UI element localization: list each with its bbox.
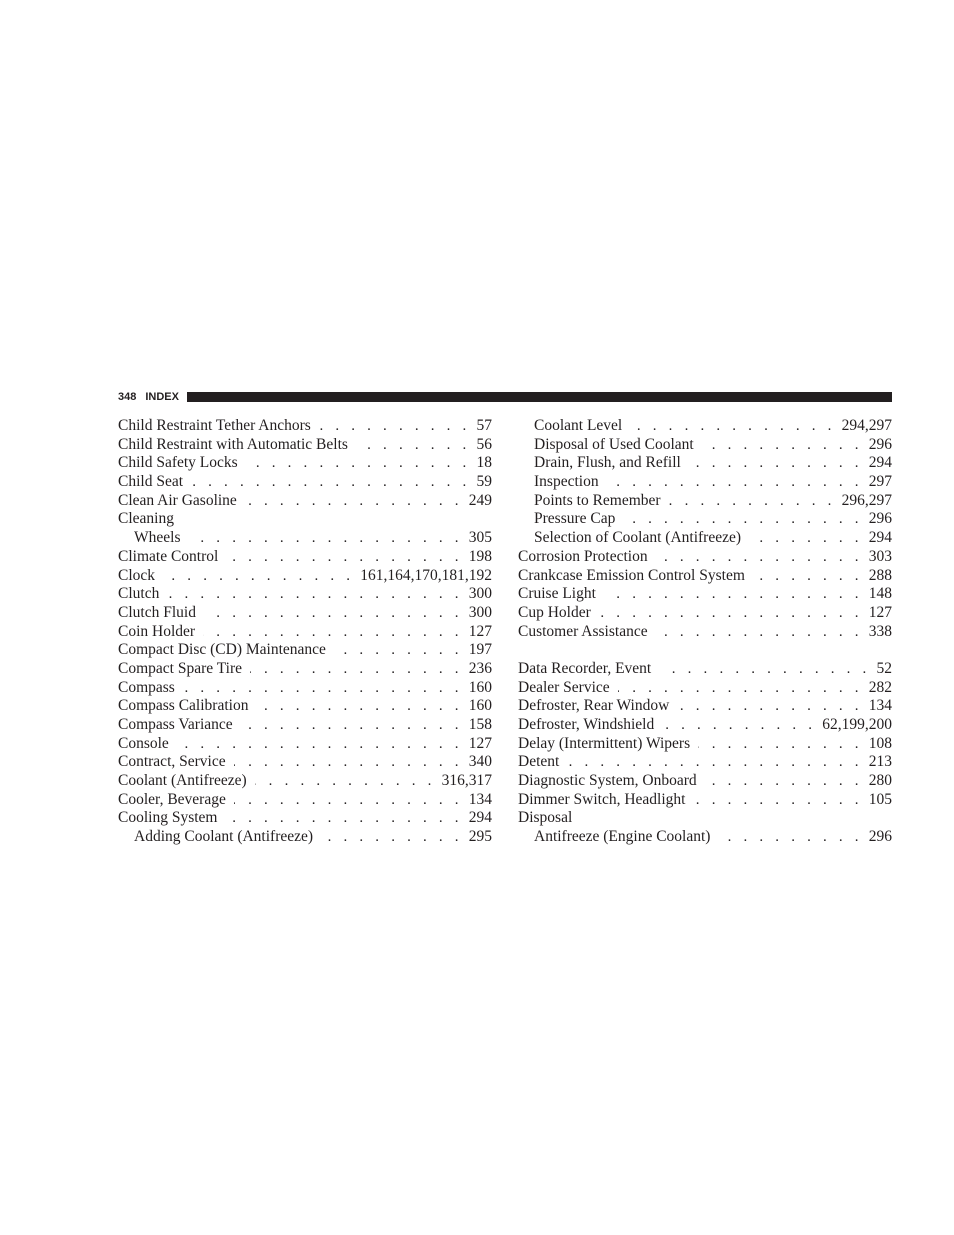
dot-leader [356,436,471,455]
index-term: Contract, Service [118,753,226,771]
index-term: Antifreeze (Engine Coolant) [534,828,711,846]
page-number: 348 [118,391,137,403]
dot-leader [567,753,862,772]
index-entry [118,604,492,623]
dot-leader [623,510,862,529]
page-reference: 108 [868,734,892,752]
page-reference: 161,164,170,181,192 [360,566,492,584]
index-entry [518,716,892,735]
page-reference: 160 [468,678,492,696]
index-entry [118,623,492,642]
index-term: Adding Coolant (Antifreeze) [134,828,314,846]
header-rule [187,392,892,402]
dot-leader [183,679,463,698]
dot-leader [177,735,463,754]
dot-leader [321,828,463,847]
page-reference: 340 [468,753,492,771]
dot-leader [749,529,863,548]
page-reference: 294,297 [841,417,892,434]
page-reference: 296 [868,828,892,846]
page-reference: 294 [468,809,492,827]
page-reference: 127 [468,734,492,752]
page-reference: 127 [468,622,492,640]
index-term: Disposal of Used Coolant [534,435,694,453]
page-reference: 52 [876,659,892,677]
index-term: Coolant Level [534,417,623,434]
index-entry [118,735,492,754]
dot-leader [689,454,863,473]
index-term: Delay (Intermittent) Wipers [518,734,691,752]
index-entry [118,436,492,455]
dot-leader [255,772,436,791]
dot-leader [656,623,863,642]
index-term: Defroster, Rear Window [518,697,670,715]
index-term: Coolant (Antifreeze) [118,772,247,790]
index-term: Child Restraint Tether Anchors [118,417,311,434]
section-title: INDEX [145,391,179,403]
dot-leader [693,791,862,810]
page-reference: 297 [868,473,892,491]
index-subentry [518,417,892,436]
index-entry [118,772,492,791]
index-entry [518,753,892,772]
index-term: Climate Control [118,547,219,565]
index-term: Compact Spare Tire [118,659,242,677]
page-reference: 296,297 [841,491,892,509]
index-subentry [118,828,492,847]
index-term: Points to Remember [534,491,661,509]
index-entry [518,735,892,754]
index-term: Detent [518,753,560,771]
index-term: Cleaning [118,510,174,528]
index-term: Pressure Cap [534,510,616,528]
index-entry [118,697,492,716]
index-entry [118,679,492,698]
page-reference: 294 [868,454,892,472]
page-reference: 280 [868,772,892,790]
index-subentry [518,492,892,511]
index-entry [118,641,492,660]
dot-leader [234,791,463,810]
index-entry [118,753,492,772]
dot-leader [241,716,463,735]
page-reference: 59 [476,473,492,491]
dot-leader [250,660,463,679]
index-term: Compass [118,678,175,696]
index-spacer [518,641,892,660]
page-reference: 303 [868,547,892,565]
index-term: Disposal [518,809,573,827]
index-term: Wheels [134,529,181,547]
page-reference: 158 [468,716,492,733]
dot-leader [677,697,862,716]
index-entry [518,567,892,586]
index-subentry [518,454,892,473]
index-term: Child Safety Locks [118,454,238,472]
index-term: Cruise Light [518,585,596,603]
index-subentry [518,529,892,548]
index-subentry [518,510,892,529]
index-term: Dealer Service [518,678,610,696]
index-entry [118,809,492,828]
index-entry [518,623,892,642]
index-entry [118,417,492,436]
page-reference: 18 [476,454,492,472]
dot-leader [203,623,463,642]
dot-leader [188,529,462,548]
page-reference: 57 [476,417,492,434]
dot-leader [234,753,463,772]
index-entry [518,548,892,567]
dot-leader [702,436,863,455]
index-entry [118,492,492,511]
index-term: Compass Variance [118,716,233,733]
index-term: Compact Disc (CD) Maintenance [118,641,326,659]
index-term: Child Restraint with Automatic Belts [118,435,348,453]
index-column-left [118,417,492,847]
dot-leader [204,604,463,623]
index-entry [518,772,892,791]
index-entry [118,510,492,529]
index-entry [118,660,492,679]
index-term: Corrosion Protection [518,547,648,565]
dot-leader [163,567,354,586]
page-reference: 127 [868,603,892,621]
index-term: Console [118,734,169,752]
dot-leader [604,585,863,604]
index-entry [518,791,892,810]
index-term: Dimmer Switch, Headlight [518,790,686,808]
page-reference: 296 [868,510,892,528]
index-term: Inspection [534,473,599,491]
dot-leader [246,454,471,473]
index-entry [518,679,892,698]
dot-leader [256,697,462,716]
page-reference: 148 [868,585,892,603]
index-entry [118,473,492,492]
dot-leader [753,567,863,586]
page-reference: 296 [868,435,892,453]
dot-leader [599,604,863,623]
page-reference: 213 [868,753,892,771]
index-entry [118,548,492,567]
dot-leader [705,772,863,791]
page-reference: 62,199,200 [822,716,892,733]
index-term: Data Recorder, Event [518,659,652,677]
index-subentry [518,436,892,455]
page-reference: 282 [868,678,892,696]
index-entry [518,660,892,679]
dot-leader [618,679,863,698]
page-reference: 305 [468,529,492,547]
page-reference: 249 [468,491,492,509]
dot-leader [630,417,835,436]
index-subentry [518,473,892,492]
dot-leader [659,660,870,679]
dot-leader [191,473,470,492]
index-term: Compass Calibration [118,697,249,715]
page-header [118,390,892,404]
dot-leader [167,585,462,604]
dot-leader [225,809,462,828]
index-entry [118,585,492,604]
dot-leader [662,716,816,735]
index-column-right [518,417,892,847]
dot-leader [245,492,463,511]
dot-leader [226,548,462,567]
dot-leader [319,417,471,436]
page-reference: 134 [868,697,892,715]
index-term: Selection of Coolant (Antifreeze) [534,529,742,547]
page-reference: 197 [468,641,492,659]
page-reference: 56 [476,435,492,453]
index-term: Clean Air Gasoline [118,491,237,509]
index-term: Cooler, Beverage [118,790,226,808]
index-subentry [118,529,492,548]
index-entry [518,585,892,604]
index-term: Clutch Fluid [118,603,196,621]
dot-leader [669,492,836,511]
index-entry [118,454,492,473]
index-entry [518,604,892,623]
page-reference: 236 [468,659,492,677]
index-term: Cup Holder [518,603,591,621]
page-reference: 294 [868,529,892,547]
page-reference: 134 [468,790,492,808]
index-term: Child Seat [118,473,184,491]
page-reference: 160 [468,697,492,715]
dot-leader [718,828,862,847]
index-term: Crankcase Emission Control System [518,566,745,584]
page-reference: 300 [468,603,492,621]
page-reference: 295 [468,828,492,846]
page-reference: 338 [868,622,892,640]
index-term: Drain, Flush, and Refill [534,454,681,472]
dot-leader [334,641,463,660]
dot-leader [698,735,863,754]
index-term: Diagnostic System, Onboard [518,772,697,790]
index-entry [118,567,492,586]
index-subentry [518,828,892,847]
index-entry [518,697,892,716]
index-term: Cooling System [118,809,218,827]
dot-leader [656,548,863,567]
page-reference: 105 [868,790,892,808]
index-term: Defroster, Windshield [518,716,655,733]
page-reference: 288 [868,566,892,584]
index-term: Coin Holder [118,622,196,640]
dot-leader [607,473,863,492]
index-entry [118,791,492,810]
index-term: Clock [118,566,156,584]
index-term: Clutch [118,585,160,603]
page-reference: 316,317 [441,772,492,790]
index-term: Customer Assistance [518,622,648,640]
page-reference: 198 [468,547,492,565]
index-entry [518,809,892,828]
page-reference: 300 [468,585,492,603]
index-entry [118,716,492,735]
